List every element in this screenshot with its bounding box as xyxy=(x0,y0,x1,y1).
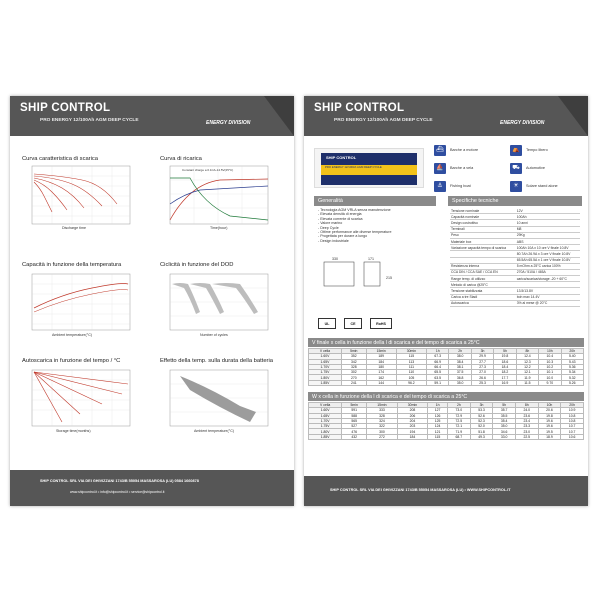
table-cell: 5.43 xyxy=(561,359,583,364)
battery-photo xyxy=(314,148,424,188)
column-header: 15min xyxy=(366,349,396,354)
spec-label: Autoscarica xyxy=(450,300,516,306)
table-cell: 65.5 xyxy=(427,370,449,375)
x-axis-label: Number of cycles xyxy=(200,333,228,337)
spec-row xyxy=(450,300,580,306)
table-cell: 34.6 xyxy=(493,429,516,434)
battery-image xyxy=(321,153,417,185)
table-cell: 35.0 xyxy=(493,424,516,429)
table-cell: 184 xyxy=(366,359,396,364)
column-header: V cella xyxy=(309,403,342,408)
table-cell: 19.8 xyxy=(538,413,561,418)
column-header: 8h xyxy=(516,349,538,354)
right-subtitle: PRO ENERGY 12/100Ah AGM DEEP CYCLE xyxy=(334,118,433,123)
specs-table xyxy=(450,208,580,307)
use-motorboat: ⛴ Barche a motore xyxy=(434,144,506,158)
spec-label: Range temp. di utilizzo xyxy=(450,276,516,282)
table-cell: 23.3 xyxy=(515,424,538,429)
table-cell: 476 xyxy=(342,429,367,434)
table-cell: 270 xyxy=(341,375,366,380)
table-cell: 11.9 xyxy=(516,375,538,380)
motorboat-icon: ⛴ xyxy=(434,145,446,156)
list-item: - Design industriale xyxy=(318,238,349,243)
row-header: 1.70V xyxy=(309,364,342,369)
chart-title: Autoscarica in funzione del tempo / °C xyxy=(22,358,121,364)
row-header: 1.70V xyxy=(309,418,342,423)
table-cell: 206 xyxy=(397,413,428,418)
table-cell: 10.9 xyxy=(561,408,584,413)
table-cell: 10.7 xyxy=(561,424,584,429)
table-cell: 162 xyxy=(366,375,396,380)
column-header: 5h xyxy=(493,403,516,408)
spec-value: M8 xyxy=(516,226,580,232)
table-cell: 127 xyxy=(428,408,448,413)
table-cell: 66.4 xyxy=(427,364,449,369)
table-cell: 37.5 xyxy=(449,370,471,375)
header-corner xyxy=(264,96,294,136)
cycle-dod-chart xyxy=(160,272,272,342)
row-header: 1.85V xyxy=(309,380,342,385)
column-header: 15min xyxy=(367,403,398,408)
table-cell: 27.0 xyxy=(471,370,493,375)
table-cell: 588 xyxy=(342,413,367,418)
column-header: 10h xyxy=(538,403,561,408)
column-header: 5h xyxy=(494,349,516,354)
table-cell: 59.1 xyxy=(427,380,449,385)
spec-label: Variazione capacità tempo di scarica xyxy=(450,245,516,251)
table-cell: 12.2 xyxy=(516,364,538,369)
table-cell: 20.6 xyxy=(538,408,561,413)
list-item: - Valore marino xyxy=(318,221,343,226)
table-cell: 10.1 xyxy=(539,370,561,375)
table-cell: 174 xyxy=(366,370,396,375)
spec-label: Metodo di carica @25°C xyxy=(450,282,516,288)
table-cell: 10.8 xyxy=(561,418,584,423)
table-cell: 22.5 xyxy=(515,434,538,439)
use-solar: ☀ Solare stand alone xyxy=(510,180,582,194)
generalita-title: Generalità xyxy=(314,196,436,206)
row-header: 1.60V xyxy=(309,408,342,413)
table-cell: 24.0 xyxy=(515,408,538,413)
table-row xyxy=(309,434,584,439)
chart-title: Ciclicità in funzione del DOD xyxy=(160,262,234,268)
car-icon: ⛟ xyxy=(510,163,522,174)
table-cell: 35.0 xyxy=(449,380,471,385)
table-cell: 208 xyxy=(397,408,428,413)
table-cell: 203 xyxy=(397,424,428,429)
table-cell: 5.34 xyxy=(561,370,583,375)
table-cell: 126 xyxy=(428,413,448,418)
right-footer xyxy=(304,476,588,506)
table-cell: 67.3 xyxy=(427,354,449,359)
right-page xyxy=(304,96,588,506)
column-header: 3h xyxy=(471,349,493,354)
table-cell: 72.1 xyxy=(448,424,471,429)
ce-cert-icon: CE xyxy=(344,318,362,329)
table-cell: 184 xyxy=(397,434,428,439)
list-item: - Progettata per durare a lungo xyxy=(318,234,368,239)
table-cell: 124 xyxy=(428,424,448,429)
column-header: 5min xyxy=(342,403,367,408)
column-header: 20h xyxy=(561,403,584,408)
x-axis-label: Ambient temperature(°C) xyxy=(52,333,92,337)
x-axis-label: Storage time(months) xyxy=(56,429,91,433)
table-cell: 5.40 xyxy=(561,354,583,359)
table-cell: 10.3 xyxy=(539,359,561,364)
row-header: 1.85V xyxy=(309,434,342,439)
table-cell: 9.70 xyxy=(539,380,561,385)
table-cell: 144 xyxy=(366,380,396,385)
table-cell: 16.9 xyxy=(494,380,516,385)
dim-width: 171 xyxy=(368,257,374,261)
spec-value: 29Kg xyxy=(516,232,580,238)
list-item: - Elevata densità di energia xyxy=(318,212,362,217)
table-cell: 180 xyxy=(366,364,396,369)
table-cell: 33.0 xyxy=(493,434,516,439)
table-cell: 342 xyxy=(341,359,366,364)
spec-value: 270A / 510A / 465A xyxy=(516,269,580,275)
table-cell: 12.4 xyxy=(516,354,538,359)
row-header: 1.60V xyxy=(309,354,342,359)
table-cell: 565 xyxy=(342,418,367,423)
use-automotive: ⛟ Automotive xyxy=(510,162,582,176)
table-cell: 333 xyxy=(367,408,398,413)
spec-label: Peso xyxy=(450,232,516,238)
left-page xyxy=(10,96,294,506)
column-header: 1h xyxy=(427,349,449,354)
table-cell: 68.7 xyxy=(448,434,471,439)
table-cell: 194 xyxy=(397,429,428,434)
fishing-boat-icon: ⚓ xyxy=(434,181,446,192)
right-brand-logo: SHIP CONTROL xyxy=(314,102,405,114)
battery-label-text: PRO ENERGY 12/100Ah AGM DEEP CYCLE xyxy=(325,165,382,169)
table-cell: 300 xyxy=(367,429,398,434)
spec-value: 100Ah xyxy=(516,214,580,220)
leisure-icon: ⛺ xyxy=(510,145,522,156)
column-header: 20h xyxy=(561,349,583,354)
life-temperature-chart xyxy=(160,368,272,438)
list-item: - Tecnologia AGM VRLA senza manutenzione xyxy=(318,208,391,212)
table-cell: 18.2 xyxy=(494,370,516,375)
table-cell: 71.9 xyxy=(448,429,471,434)
right-division: ENERGY DIVISION xyxy=(500,120,545,126)
spec-label: Terminali xyxy=(450,226,516,232)
table-cell: 352 xyxy=(341,354,366,359)
generalita-list xyxy=(318,208,436,243)
discharge-curve-chart xyxy=(22,164,134,234)
sailboat-icon: ⛵ xyxy=(434,163,446,174)
spec-value: 12V xyxy=(516,208,580,214)
spec-label: Resistenza interna xyxy=(450,263,516,269)
table-cell: 11.5 xyxy=(516,380,538,385)
table-cell: 52.0 xyxy=(470,424,493,429)
table-cell: 111 xyxy=(396,364,426,369)
spec-value: ABS xyxy=(516,238,580,244)
table-cell: 204 xyxy=(397,418,428,423)
table-cell: 18.4 xyxy=(494,364,516,369)
table-cell: 23.0 xyxy=(515,429,538,434)
table-cell: 72.5 xyxy=(448,418,471,423)
table-cell: 432 xyxy=(342,434,367,439)
charge-curve-chart xyxy=(160,164,272,234)
table-cell: 18.9 xyxy=(538,434,561,439)
x-axis-label: Ambient temperature(°C) xyxy=(194,429,234,433)
spec-value: 65.5Ah 65.5A x 1 ore V finale 10.8V xyxy=(516,257,580,263)
table-cell: 12.1 xyxy=(516,370,538,375)
dimension-drawing xyxy=(318,252,398,292)
table-cell: 49.3 xyxy=(470,434,493,439)
spec-label: Tensione stabilizzata xyxy=(450,288,516,294)
footer-web: www.shipcontrol.it • info@shipcontrol.it • service@shipcontrol.it xyxy=(70,490,165,494)
table-row xyxy=(309,380,584,385)
ul-cert-icon: UL xyxy=(318,318,336,329)
table-cell: 189 xyxy=(366,354,396,359)
capacity-temperature-chart xyxy=(22,272,134,342)
column-header: 3h xyxy=(470,403,493,408)
column-header: 1h xyxy=(428,403,448,408)
column-header: 5min xyxy=(341,349,366,354)
row-header: 1.75V xyxy=(309,424,342,429)
table-cell: 10.7 xyxy=(561,429,584,434)
table-cell: 19.6 xyxy=(538,424,561,429)
chart-annotation: Constant charge a 0.1CA-14.5V(25°C) xyxy=(182,168,234,172)
spec-value: boh max 14.4V xyxy=(516,294,580,300)
table-cell: 19.8 xyxy=(494,354,516,359)
table-cell: 52.3 xyxy=(470,418,493,423)
use-sailboat: ⛵ Barche a vela xyxy=(434,162,506,176)
use-leisure: ⛺ Tempo libero xyxy=(510,144,582,158)
footer-address: SHIP CONTROL SRL VIA DEI GHIVIZZANI 1743/B 55054 MASSAROSA (LU) • WWW.SHIPCONTROL.IT xyxy=(330,488,511,492)
table-cell: 115 xyxy=(396,354,426,359)
table-cell: 527 xyxy=(342,424,367,429)
rohs-cert-icon: RoHS xyxy=(370,318,392,329)
spec-value: 80.7Ah 26.9A x 3 ore V finale 10.8V xyxy=(516,251,580,257)
table-cell: 5.26 xyxy=(561,380,583,385)
table-cell: 591 xyxy=(342,408,367,413)
row-header: 1.80V xyxy=(309,375,342,380)
table-cell: 27.3 xyxy=(471,364,493,369)
table-cell: 5.36 xyxy=(561,364,583,369)
table-cell: 35.7 xyxy=(493,408,516,413)
table-cell: 12.3 xyxy=(516,359,538,364)
table-cell: 51.8 xyxy=(470,429,493,434)
table-cell: 38.1 xyxy=(449,364,471,369)
table-cell: 66.9 xyxy=(427,359,449,364)
column-header: 10h xyxy=(539,349,561,354)
column-header: 8h xyxy=(515,403,538,408)
self-discharge-chart xyxy=(22,368,134,438)
column-header: 30min xyxy=(396,349,426,354)
table-v-title: V finale x cella in funzione della l di scarica e del tempo di scarica a 25°C xyxy=(308,338,584,347)
use-fishing: ⚓ Fishing boat xyxy=(434,180,506,194)
table-cell: 26.6 xyxy=(471,375,493,380)
chart-title: Effetto della temp. sulla durata della batteria xyxy=(160,358,274,364)
spec-label: Materiale box xyxy=(450,238,516,244)
table-cell: 23.4 xyxy=(515,418,538,423)
spec-label: Capacità nominale xyxy=(450,214,516,220)
column-header: 2h xyxy=(449,349,471,354)
table-cell: 105 xyxy=(396,375,426,380)
table-cell: 25.3 xyxy=(471,380,493,385)
table-cell: 53.3 xyxy=(470,408,493,413)
chart-title: Curva di ricarica xyxy=(160,156,202,162)
specs-title: Specifiche tecniche xyxy=(448,196,582,206)
table-cell: 10.0 xyxy=(539,375,561,380)
table-cell: 10.6 xyxy=(561,434,584,439)
table-cell: 36.8 xyxy=(449,375,471,380)
table-cell: 121 xyxy=(428,429,448,434)
table-cell: 241 xyxy=(341,380,366,385)
spec-value: 13.5/13.8V xyxy=(516,288,580,294)
table-cell: 302 xyxy=(341,370,366,375)
table-cell: 115 xyxy=(428,434,448,439)
column-header: 2h xyxy=(448,403,471,408)
left-header xyxy=(10,96,294,136)
chart-title: Curva caratteristica di scarica xyxy=(22,156,99,162)
table-v xyxy=(308,348,584,386)
row-header: 1.65V xyxy=(309,413,342,418)
left-subtitle: PRO ENERGY 12/100Ah AGM DEEP CYCLE xyxy=(40,118,139,123)
table-cell: 10.2 xyxy=(539,364,561,369)
dim-length: 330 xyxy=(332,257,338,261)
header-corner xyxy=(558,96,588,136)
table-cell: 19.5 xyxy=(538,429,561,434)
table-cell: 96.2 xyxy=(396,380,426,385)
table-cell: 29.9 xyxy=(471,354,493,359)
table-cell: 72.9 xyxy=(448,413,471,418)
table-cell: 328 xyxy=(341,364,366,369)
table-cell: 63.5 xyxy=(427,375,449,380)
table-cell: 38.4 xyxy=(449,359,471,364)
table-cell: 52.6 xyxy=(470,413,493,418)
spec-value: 100Ah 10A x 10 ore V finale 10.8V xyxy=(516,245,580,251)
table-cell: 10.8 xyxy=(561,413,584,418)
table-cell: 35.4 xyxy=(493,418,516,423)
table-cell: 19.6 xyxy=(538,418,561,423)
spec-label: Design costruttivo xyxy=(450,220,516,226)
table-cell: 113 xyxy=(396,359,426,364)
table-cell: 324 xyxy=(367,418,398,423)
battery-brand: SHIP CONTROL xyxy=(326,155,357,160)
table-cell: 328 xyxy=(367,413,398,418)
row-header: 1.75V xyxy=(309,370,342,375)
left-footer xyxy=(10,470,294,506)
list-item: - Elevata corrente di scarica xyxy=(318,216,363,221)
x-axis-label: Time(hour) xyxy=(210,226,228,230)
dim-height: 215 xyxy=(386,276,392,280)
table-cell: 73.0 xyxy=(448,408,471,413)
table-cell: 5.32 xyxy=(561,375,583,380)
left-division: ENERGY DIVISION xyxy=(206,120,251,126)
spec-value: 3% al mese @ 20°C xyxy=(516,300,580,306)
table-cell: 18.6 xyxy=(494,359,516,364)
table-w-title: W x cella in funzione della l di scarica e del tempo di scarica a 25°C xyxy=(308,392,584,401)
table-cell: 17.7 xyxy=(494,375,516,380)
spec-value: carica/scarica/storage -20 + 60°C xyxy=(516,276,580,282)
table-cell: 272 xyxy=(367,434,398,439)
column-header: 30min xyxy=(397,403,428,408)
chart-title: Capacità in funzione della temperatura xyxy=(22,262,122,268)
table-cell: 38.0 xyxy=(449,354,471,359)
table-cell: 125 xyxy=(428,418,448,423)
spec-value: 5 mOhm a 25°C carica 100% xyxy=(516,263,580,269)
column-header: V cella xyxy=(309,349,342,354)
table-cell: 322 xyxy=(367,424,398,429)
list-item: - Deep Cycle xyxy=(318,225,339,230)
table-cell: 23.6 xyxy=(515,413,538,418)
row-header: 1.65V xyxy=(309,359,342,364)
spec-label: CCA DIN / CCA SAE / CCA EN xyxy=(450,269,516,275)
table-cell: 35.5 xyxy=(493,413,516,418)
spec-value: 10 anni xyxy=(516,220,580,226)
table-cell: 110 xyxy=(396,370,426,375)
table-w xyxy=(308,402,584,440)
left-brand-logo: SHIP CONTROL xyxy=(20,102,111,114)
solar-panel-icon: ☀ xyxy=(510,181,522,192)
list-item: - Ottime performance alle diverse temperature xyxy=(318,230,392,235)
row-header: 1.80V xyxy=(309,429,342,434)
table-cell: 10.4 xyxy=(539,354,561,359)
right-header xyxy=(304,96,588,136)
footer-address: SHIP CONTROL SRL VIA DEI GHIVIZZANI 1743/B 55054 MASSAROSA (LU) 0584 1660878 xyxy=(40,479,199,483)
x-axis-label: Discharge time xyxy=(62,226,86,230)
spec-label: Carica a tre Stadi xyxy=(450,294,516,300)
table-cell: 27.7 xyxy=(471,359,493,364)
spec-label: Tensione nominale xyxy=(450,208,516,214)
